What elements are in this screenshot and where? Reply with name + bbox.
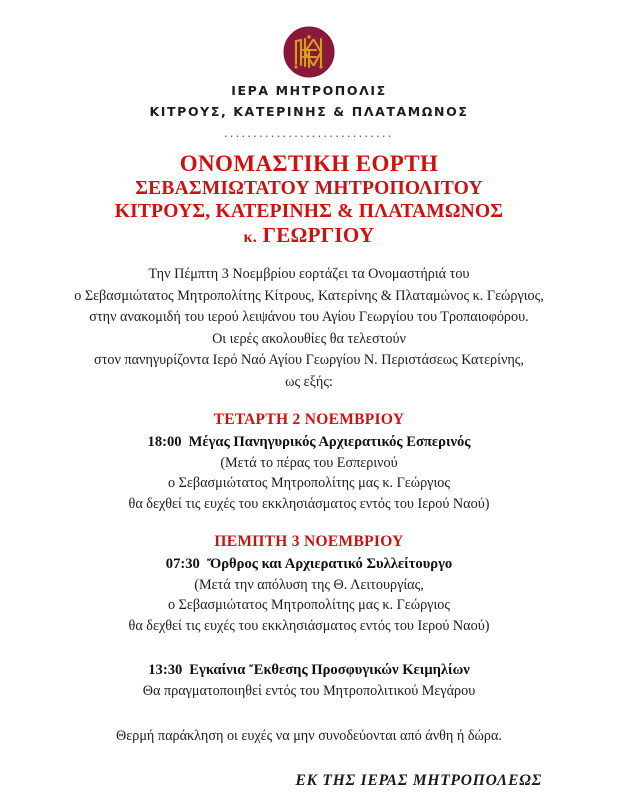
event-detail-line: ο Σεβασμιώτατος Μητροπολίτης μας κ. Γεώργιος <box>168 475 450 492</box>
event-time: 18:00 <box>147 433 182 450</box>
event-detail-line: (Μετά το πέρας του Εσπερινού <box>220 454 398 471</box>
title-honorific: κ. <box>243 229 257 247</box>
title-bishop-name: ΓΕΩΡΓΙΟΥ <box>262 223 375 248</box>
exhibition-section <box>143 662 476 702</box>
event-detail-line: θα δεχθεί τις ευχές του εκκλησιάσματος εντός του Ιερού Ναού) <box>128 617 490 634</box>
title-line-1: ΟΝΟΜΑΣΤΙΚΗ ΕΟΡΤΗ <box>179 151 439 177</box>
section-heading: ΤΕΤΑΡΤΗ 2 ΝΟΕΜΒΡΙΟΥ <box>213 410 405 428</box>
event-detail-line: θα δεχθεί τις ευχές του εκκλησιάσματος εντός του Ιερού Ναού) <box>128 495 490 512</box>
section-heading: ΠΕΜΠΤΗ 3 ΝΟΕΜΒΡΙΟΥ <box>214 532 404 550</box>
event-detail-line: (Μετά την απόλυση της Θ. Λειτουργίας, <box>194 576 424 593</box>
event-time: 07:30 <box>165 555 200 572</box>
masthead <box>150 83 469 119</box>
masthead-line-2: ΚΙΤΡΟΥΣ, ΚΑΤΕΡΙΝΗΣ & ΠΛΑΤΑΜΩΝΟΣ <box>149 104 469 119</box>
exhibition-title-line <box>143 662 476 679</box>
intro-line: στον πανηγυρίζοντα Ιερό Ναό Αγίου Γεωργίου Ν. Περιστάσεως Κατερίνης, <box>94 352 524 369</box>
exhibition-name: Εγκαίνια Ἔκθεσης Προσφυγικών Κειμηλίων <box>189 662 470 679</box>
event-name: Μέγας Πανηγυρικός Αρχιερατικός Εσπερινός <box>188 433 471 450</box>
title-line-4 <box>115 223 504 248</box>
event-title-line <box>34 434 584 451</box>
signature-line: ΕΚ ΤΗΣ ΙΕΡΑΣ ΜΗΤΡΟΠΟΛΕΩΣ <box>295 772 542 789</box>
exhibition-time: 13:30 <box>148 662 183 679</box>
metropolis-seal-icon <box>283 26 335 78</box>
intro-line: Την Πέμπτη 3 Νοεμβρίου εορτάζει τα Ονομαστήριά του <box>148 266 470 283</box>
intro-line: στην ανακομιδή του ιερού λειψάνου του Αγίου Γεωργίου του Τροπαιοφόρου. <box>89 309 529 326</box>
intro-line: Οι ιερές ακολουθίες θα τελεστούν <box>212 330 406 347</box>
closing-note: Θερμή παράκληση οι ευχές να μην συνοδεύονται από άνθη ή δώρα. <box>116 728 502 744</box>
event-section-wednesday <box>34 411 584 515</box>
dotted-separator: ............................. <box>224 125 394 140</box>
event-detail <box>34 453 584 515</box>
exhibition-detail <box>143 681 476 702</box>
masthead-line-1: ΙΕΡΑ ΜΗΤΡΟΠΟΛΙΣ <box>231 83 387 98</box>
event-title-line <box>34 556 584 573</box>
intro-line: ο Σεβασμιώτατος Μητροπολίτης Κίτρους, Κατερίνης & Πλαταμώνος κ. Γεώργιος, <box>74 287 544 304</box>
title-line-2: ΣΕΒΑΣΜΙΩΤΑΤΟΥ ΜΗΤΡΟΠΟΛΙΤΟΥ <box>135 178 483 200</box>
page-title <box>115 150 504 248</box>
event-name: Ὄρθρος και Αρχιερατικό Συλλείτουργο <box>206 555 453 572</box>
exhibition-detail-line: Θα πραγματοποιηθεί εντός του Μητροπολιτικού Μεγάρου <box>142 683 476 700</box>
event-detail-line: ο Σεβασμιώτατος Μητροπολίτης μας κ. Γεώργιος <box>168 597 450 614</box>
emblem-container <box>283 26 335 78</box>
event-detail <box>34 575 584 637</box>
intro-paragraph <box>74 264 544 393</box>
event-section-thursday <box>34 533 584 637</box>
intro-line: ως εξής: <box>285 373 333 390</box>
title-line-3: ΚΙΤΡΟΥΣ, ΚΑΤΕΡΙΝΗΣ & ΠΛΑΤΑΜΩΝΟΣ <box>114 201 504 223</box>
